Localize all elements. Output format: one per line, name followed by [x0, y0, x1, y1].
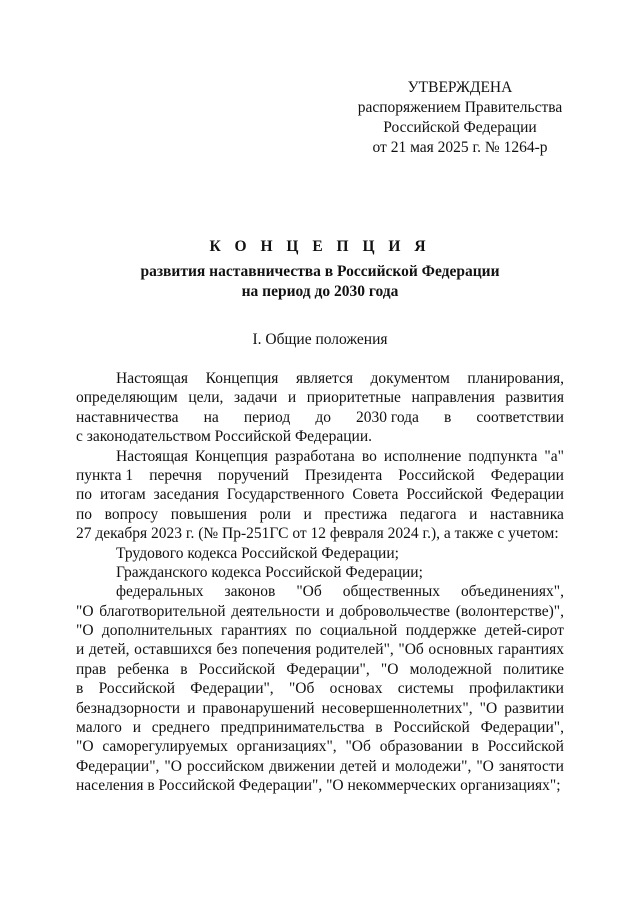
- text-word: молодежной: [409, 660, 492, 678]
- text-word: в: [471, 738, 479, 756]
- text-word: правонарушений: [202, 699, 315, 717]
- text-line: [76, 427, 564, 446]
- text-word: и: [132, 719, 142, 737]
- approval-date-number: от 21 мая 2025 г. № 1264-р: [372, 139, 548, 156]
- text-word: среднего: [151, 719, 210, 737]
- text-word: Президента: [304, 466, 383, 484]
- text-word: до: [315, 408, 331, 426]
- text-word: "О: [76, 622, 94, 640]
- text-word: Настоящая: [116, 447, 189, 465]
- text-word: в: [444, 408, 452, 426]
- text-line: [76, 369, 564, 388]
- text-word: и: [469, 505, 478, 523]
- text-word: Федерации: [490, 486, 564, 504]
- body-text: [76, 369, 564, 796]
- approval-block: [340, 78, 580, 158]
- text-word: Трудового кодекса Российской Федерации;: [116, 544, 399, 562]
- text-line: [76, 485, 564, 504]
- document-title: К О Н Ц Е П Ц И Я: [209, 238, 431, 255]
- text-word: законов: [224, 583, 276, 601]
- text-word: гарантиях: [497, 641, 564, 659]
- text-word: добровольчестве: [339, 602, 451, 620]
- text-word: документом: [370, 370, 450, 387]
- text-word: исполнение: [383, 447, 462, 465]
- text-line: [76, 679, 564, 698]
- text-line: [76, 737, 564, 756]
- text-line: [76, 466, 564, 485]
- text-word: Федерации",: [76, 757, 160, 775]
- text-word: саморегулируемых: [102, 738, 228, 756]
- text-word: движении: [269, 757, 335, 775]
- text-word: основах: [329, 680, 383, 698]
- text-word: наставничества: [76, 408, 179, 426]
- text-word: 27 декабря 2023 г. (№ Пр-251ГС от 12 февраля 2024 г.), а также с учетом:: [76, 525, 559, 543]
- text-line: [76, 660, 564, 679]
- text-line: [76, 544, 564, 563]
- text-line: [76, 640, 564, 659]
- text-word: политике: [503, 660, 564, 678]
- text-word: "Об: [345, 738, 371, 756]
- text-word: задачи: [234, 389, 278, 407]
- text-word: дополнительных: [101, 622, 213, 640]
- text-word: несовершеннолетних",: [321, 699, 473, 717]
- text-line: [76, 505, 564, 524]
- text-word: "а": [544, 447, 564, 465]
- text-line: [76, 621, 564, 640]
- text-word: Федерации",: [190, 680, 274, 698]
- text-word: гарантиях: [221, 622, 288, 640]
- text-word: 2030 года: [356, 408, 419, 426]
- approval-status: УТВЕРЖДЕНА: [407, 79, 513, 96]
- text-line: [76, 582, 564, 601]
- text-word: заседания: [153, 486, 219, 504]
- approval-authority-country: Российской Федерации: [383, 119, 537, 136]
- text-word: основных: [428, 641, 494, 659]
- text-word: "О: [76, 602, 94, 620]
- text-line: [76, 388, 564, 407]
- text-word: развития: [505, 389, 564, 407]
- text-word: объединениях",: [461, 583, 564, 601]
- text-word: и: [381, 757, 390, 775]
- text-line: [76, 602, 564, 621]
- text-word: молодежи",: [394, 757, 472, 775]
- text-word: по: [76, 486, 93, 504]
- text-word: Российской: [406, 486, 483, 504]
- text-line: [76, 757, 564, 776]
- text-word: деятельности: [231, 602, 320, 620]
- text-word: по: [295, 622, 312, 640]
- text-word: без: [216, 641, 238, 659]
- approval-authority: распоряжением Правительства: [357, 99, 563, 116]
- text-word: "Об: [398, 641, 424, 659]
- text-word: с законодательством Российской Федерации.: [76, 428, 373, 446]
- text-word: на: [203, 408, 219, 426]
- text-word: детей: [339, 757, 377, 775]
- text-word: благотворительной: [99, 602, 226, 620]
- text-word: Российской: [198, 660, 276, 678]
- text-word: "О: [76, 738, 94, 756]
- text-word: во: [361, 447, 377, 465]
- text-word: Российской: [393, 719, 470, 737]
- text-word: в: [180, 660, 188, 678]
- text-word: планирования,: [467, 370, 564, 387]
- text-word: направления: [411, 389, 495, 407]
- document-subtitle: [0, 262, 640, 302]
- text-word: и: [325, 602, 335, 620]
- text-word: цели,: [188, 389, 224, 407]
- text-word: населения в Российской Федерации", "О некоммерческих организациях";: [76, 777, 561, 795]
- text-word: Концепция: [195, 447, 268, 465]
- text-line: [76, 447, 564, 466]
- text-line: [76, 776, 564, 795]
- text-word: пункта 1: [76, 466, 134, 484]
- text-word: детей,: [88, 641, 130, 659]
- text-word: и: [287, 389, 297, 407]
- text-word: и: [76, 641, 85, 659]
- section-heading: I. Общие положения: [252, 331, 388, 348]
- text-line: [76, 563, 564, 582]
- text-word: занятости: [498, 757, 564, 775]
- text-word: Федерации: [490, 466, 564, 484]
- text-line: [76, 524, 564, 543]
- text-word: Концепция: [205, 370, 279, 387]
- text-word: социальной: [319, 622, 398, 640]
- text-word: по: [76, 505, 93, 523]
- text-word: Российской: [98, 680, 175, 698]
- text-word: попечения: [241, 641, 312, 659]
- text-word: Федерации",: [286, 660, 370, 678]
- text-word: престижа: [324, 505, 388, 523]
- text-word: Государственного: [226, 486, 345, 504]
- text-word: "О: [476, 757, 494, 775]
- text-word: оставшихся: [134, 641, 212, 659]
- text-word: и: [303, 505, 312, 523]
- text-word: родителей",: [315, 641, 394, 659]
- text-word: детей-сирот: [484, 622, 564, 640]
- text-word: "Об: [296, 583, 322, 601]
- text-word: период: [243, 408, 291, 426]
- text-word: Гражданского кодекса Российской Федерации;: [116, 563, 423, 581]
- text-word: и: [187, 699, 196, 717]
- text-word: системы: [397, 680, 454, 698]
- text-word: в: [76, 680, 84, 698]
- text-word: роли: [259, 505, 291, 523]
- text-word: (волонтерстве)",: [455, 602, 564, 620]
- text-word: определяющим: [76, 389, 178, 407]
- text-word: Федерации",: [480, 719, 564, 737]
- text-word: развитии: [504, 699, 564, 717]
- text-word: итогам: [100, 486, 146, 504]
- text-word: повышения: [170, 505, 248, 523]
- text-word: ребенка: [117, 660, 170, 678]
- text-word: педагога: [399, 505, 457, 523]
- text-word: "О: [380, 660, 399, 678]
- text-word: вопросу: [104, 505, 159, 523]
- text-word: разработана: [274, 447, 355, 465]
- text-word: поддержке: [405, 622, 477, 640]
- text-word: предпринимательства: [220, 719, 365, 737]
- text-line: [76, 699, 564, 718]
- text-word: поручений: [217, 466, 289, 484]
- text-line: [76, 718, 564, 737]
- text-word: наставника: [489, 505, 564, 523]
- text-word: организациях",: [236, 738, 337, 756]
- text-word: приоритетные: [306, 389, 401, 407]
- text-word: является: [296, 370, 353, 387]
- text-line: [76, 408, 564, 427]
- text-word: "О: [479, 699, 498, 717]
- text-word: подпункта: [468, 447, 538, 465]
- text-word: малого: [76, 719, 122, 737]
- text-word: соответствии: [476, 408, 564, 426]
- text-word: Российской: [487, 738, 564, 756]
- text-word: "О: [164, 757, 182, 775]
- text-word: профилактики: [468, 680, 564, 698]
- text-word: безнадзорности: [76, 699, 181, 717]
- text-word: российском: [186, 757, 265, 775]
- text-word: в: [375, 719, 383, 737]
- text-word: Совета: [352, 486, 399, 504]
- text-word: прав: [76, 660, 107, 678]
- text-word: общественных: [342, 583, 441, 601]
- text-word: образовании: [379, 738, 463, 756]
- subtitle-line-2: на период до 2030 года: [241, 283, 399, 300]
- subtitle-line-1: развития наставничества в Российской Федерации: [140, 263, 500, 280]
- text-word: перечня: [149, 466, 202, 484]
- text-word: Российской: [398, 466, 475, 484]
- text-word: федеральных: [116, 583, 204, 601]
- text-word: Настоящая: [116, 370, 189, 387]
- text-word: "Об: [288, 680, 315, 698]
